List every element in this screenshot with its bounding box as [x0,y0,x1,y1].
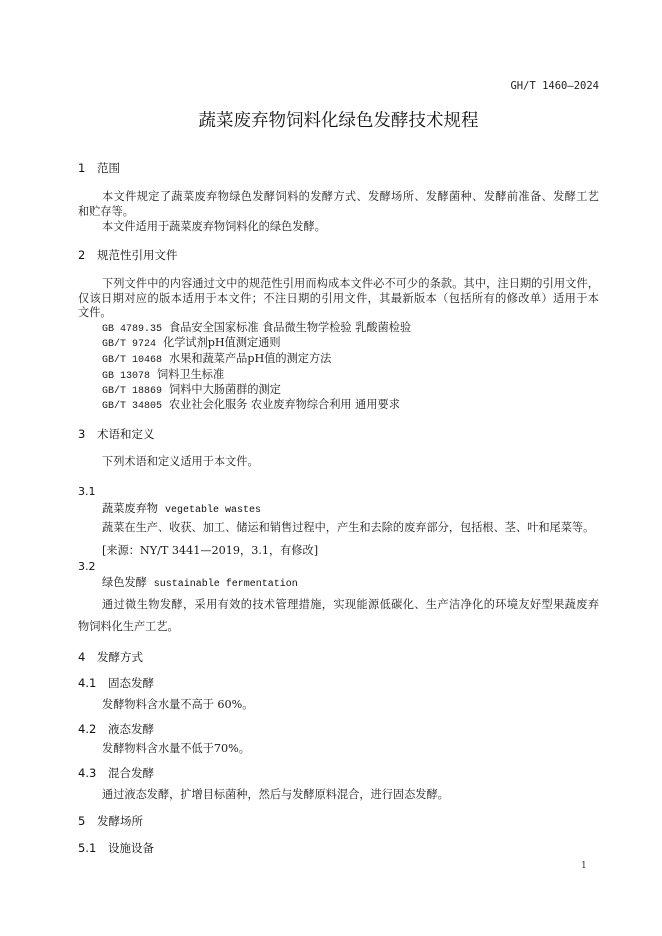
term-name-zh: 绿色发酵 [102,576,147,589]
subsection-heading [78,840,154,856]
section-number: 1 [78,161,86,175]
term-source: [来源：NY/T 3441—2019，3.1，有修改] [102,544,319,557]
subsection-title: 混合发酵 [108,766,154,780]
term-name-en: vegetable wastes [164,505,261,516]
term-name-en: sustainable fermentation [153,579,298,590]
section-title: 发酵场所 [97,814,143,828]
document-title: 蔬菜废弃物饲料化绿色发酵技术规程 [198,111,479,131]
subsection-title: 设施设备 [108,841,154,855]
reference-item [102,397,400,415]
reference-code: GB 4789.35 [102,324,163,335]
subsection-text: 发酵物料含水量不高于 60%。 [102,698,254,711]
term-entry [102,574,298,593]
section-title: 范围 [97,161,120,175]
subsection-title: 液态发酵 [108,722,154,736]
section-title: 规范性引用文件 [97,248,178,262]
term-entry [102,500,261,519]
reference-title: 饲料中大肠菌群的测定 [169,383,281,396]
term-number: 3.2 [78,560,96,573]
subsection-number: 4.3 [78,766,97,780]
reference-title: 饲料卫生标准 [157,368,225,381]
subsection-number: 4.1 [78,676,97,690]
term-definition-line: 物饲料化生产工艺。 [78,620,179,633]
subsection-text: 通过液态发酵，扩增目标菌种，然后与发酵原料混合，进行固态发酵。 [102,788,449,801]
section-heading [78,247,178,263]
section-number: 2 [78,248,86,262]
section-heading [78,160,120,176]
section-heading [78,813,143,829]
section-heading [78,649,143,665]
reference-title: 化学试剂pH值测定通则 [163,336,281,349]
term-name-zh: 蔬菜废弃物 [102,502,158,515]
subsection-number: 5.1 [78,841,97,855]
subsection-number: 4.2 [78,722,97,736]
reference-code: GB/T 10468 [102,355,163,366]
reference-title: 水果和蔬菜产品pH值的测定方法 [169,352,332,365]
section-title: 发酵方式 [97,650,143,664]
term-definition-line: 通过微生物发酵，采用有效的技术管理措施，实现能源低碳化、生产洁净化的环境友好型果蔬废弃 [102,598,599,611]
paragraph-line: 仅该日期对应的版本适用于本文件；不注日期的引用文件，其最新版本（包括所有的修改单）适用于本 [78,292,599,305]
subsection-heading [78,765,154,781]
section-number: 4 [78,650,86,664]
standard-number: GH/T 1460—2024 [510,80,599,92]
paragraph-line: 下列文件中的内容通过文中的规范性引用而构成本文件必不可少的条款。其中，注日期的引用文件， [102,277,599,290]
section-number: 5 [78,814,86,828]
paragraph-line: 本文件规定了蔬菜废弃物绿色发酵饲料的发酵方式、发酵场所、发酵菌种、发酵前准备、发酵工艺 [102,190,599,203]
term-number: 3.1 [78,485,96,498]
paragraph-line: 文件。 [78,306,112,319]
reference-title: 农业社会化服务 农业废弃物综合利用 通用要求 [169,398,400,411]
paragraph-line: 下列术语和定义适用于本文件。 [102,455,259,468]
reference-title: 食品安全国家标准 食品微生物学检验 乳酸菌检验 [169,321,412,334]
page-number: 1 [581,861,587,871]
paragraph-line: 本文件适用于蔬菜废弃物饲料化的绿色发酵。 [102,220,326,233]
paragraph-line: 和贮存等。 [78,205,134,218]
section-number: 3 [78,427,86,441]
reference-code: GB/T 34805 [102,401,163,412]
reference-code: GB/T 9724 [102,339,157,350]
term-definition-line: 蔬菜在生产、收获、加工、储运和销售过程中，产生和去除的废弃部分，包括根、茎、叶和尾菜等。 [102,521,595,534]
reference-code: GB/T 18869 [102,386,163,397]
subsection-heading [78,721,154,737]
subsection-text: 发酵物料含水量不低于70%。 [102,742,250,755]
subsection-title: 固态发酵 [108,676,154,690]
section-title: 术语和定义 [97,427,155,441]
reference-code: GB 13078 [102,371,151,382]
section-heading [78,426,155,442]
subsection-heading [78,675,154,691]
